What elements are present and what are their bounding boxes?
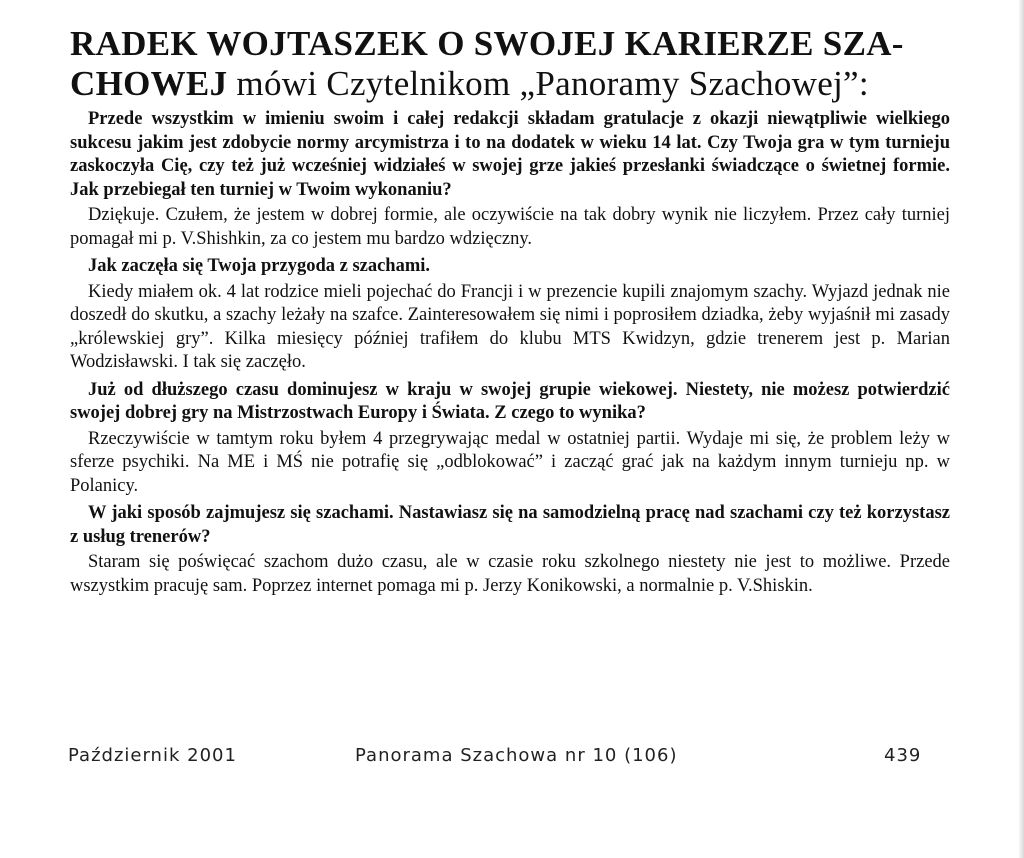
article-title: [70, 24, 970, 104]
answer-2: Kiedy miałem ok. 4 lat rodzice mieli pojechać do Francji i w prezencie kupili znajomym szachy. Wyjazd jednak nie doszedł do skutku, a szachy leżały na szafce. Zainteresowałem się nimi i poprosiłem dziadka, żeby wyjaśnił mi zasady „królewskiej gry”. Kilka miesięcy później trafiłem do klubu MTS Kwidzyn, gdzie trenerem jest p. Marian Wodzisławski. I tak się zaczęło.: [70, 281, 950, 372]
question-4: W jaki sposób zajmujesz się szachami. Nastawiasz się na samodzielną pracę nad szachami czy też korzystasz z usług trenerów?: [70, 503, 950, 547]
answer-4: Staram się poświęcać szachom dużo czasu, ale w czasie roku szkolnego niestety nie jest to możliwe. Przede wszystkim pracuję sam. Poprzez internet pomaga mi p. Jerzy Konikowski, a normalnie p. V.Shiskin.: [70, 552, 950, 596]
interview-body: [70, 108, 950, 602]
question-2: Jak zaczęła się Twoja przygoda z szachami.: [88, 256, 431, 276]
title-bold-line2: CHOWEJ: [70, 64, 228, 103]
question-3: Już od dłuższego czasu dominujesz w kraju w swojej grupie wiekowej. Niestety, nie możesz potwierdzić swojej dobrej gry na Mistrzostwach Europy i Świata. Z czego to wynika?: [70, 379, 950, 423]
scan-edge-shadow: [1018, 0, 1024, 858]
title-bold-line1: RADEK WOJTASZEK O SWOJEJ KARIERZE SZA-: [70, 24, 904, 63]
footer-date: Październik 2001: [68, 745, 237, 766]
page-number: 439: [884, 745, 922, 766]
footer-publication: Panorama Szachowa nr 10 (106): [355, 745, 678, 766]
answer-3: Rzeczywiście w tamtym roku byłem 4 przegrywając medal w ostatniej partii. Wydaje mi się, że problem leży w sferze psychiki. Na ME i MŚ nie potrafię się „odblokować” i zacząć grać jak na każdym innym turnieju np. w Polanicy.: [70, 428, 950, 496]
question-1: Przede wszystkim w imieniu swoim i całej redakcji składam gratulacje z okazji niewątpliwie wielkiego sukcesu jakim jest zdobycie normy arcymistrza i to na dodatek w wieku 14 lat. Czy Twoja gra w tym turnieju zaskoczyła Cię, czy też już wcześniej widziałeś w swojej grze jakieś przesłanki świadczące o świetnej formie. Jak przebiegał ten turniej w Twoim wykonaniu?: [70, 109, 950, 200]
title-rest: mówi Czytelnikom „Panoramy Szachowej”:: [227, 64, 869, 103]
answer-1: Dziękuje. Czułem, że jestem w dobrej formie, ale oczywiście na tak dobry wynik nie liczyłem. Przez cały turniej pomagał mi p. V.Shishkin, za co jestem mu bardzo wdzięczny.: [70, 205, 950, 249]
